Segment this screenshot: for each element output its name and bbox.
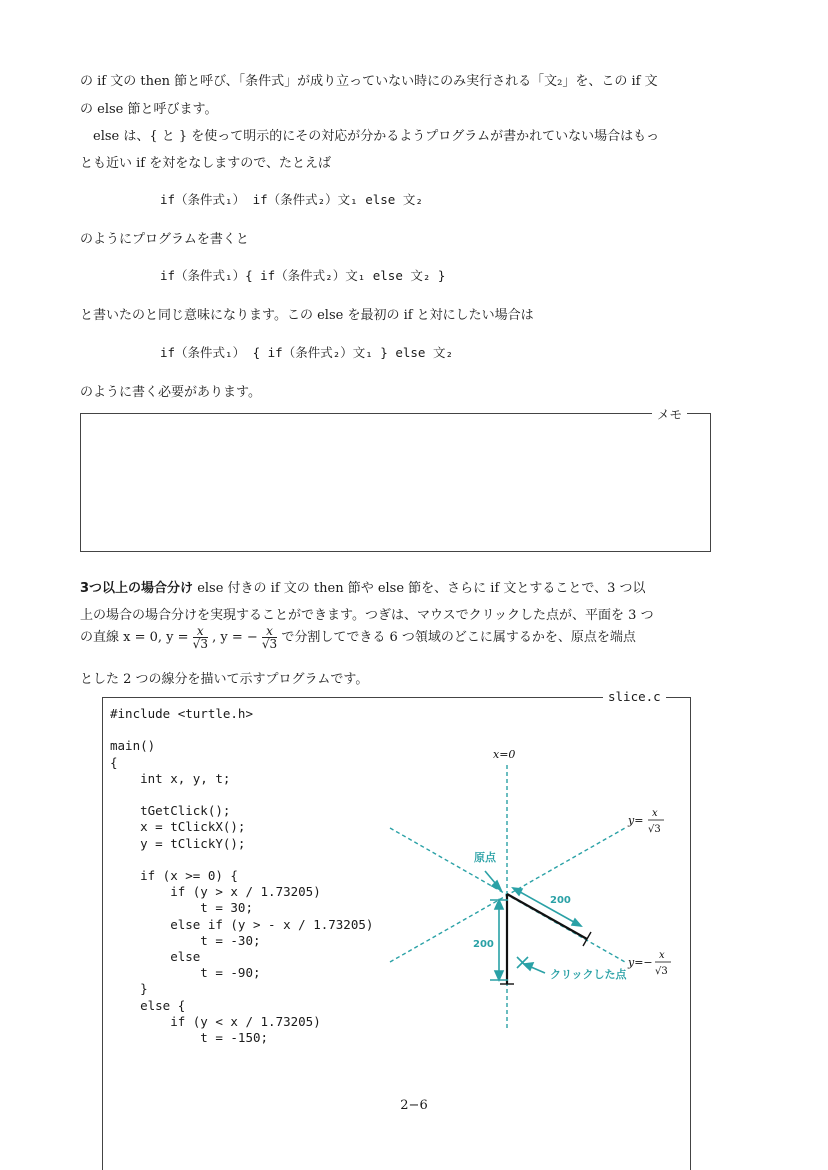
svg-text:√3: √3	[648, 824, 661, 835]
slice-diagram	[380, 740, 680, 1040]
section-line1	[80, 577, 646, 596]
section-text-3b: で分割してできる 6 つ領域のどこに属するかを、原点を端点	[281, 630, 636, 645]
svg-text:x: x	[652, 808, 658, 819]
example-1: if（条件式₁） if（条件式₂）文₁ else 文₂	[160, 192, 423, 207]
section-text-1: else 付きの if 文の then 節や else 節を、さらに if 文とすることで、3 つ以	[197, 581, 646, 596]
source-code: #include <turtle.h> main() { int x, y, t; tGetClick(); x = tClickX(); y = tClickY(); if (x >= 0) { if (y > x / 1.73205) t = 30; else if (y > - x / 1.73205) t = -30; else t = -90; } else { if (y < x / 1.73205) t = -150;	[110, 706, 374, 1046]
svg-text:x: x	[659, 950, 665, 961]
para3: のようにプログラムを書くと	[80, 232, 249, 247]
para2-line1: else は、{ と } を使って明示的にその対応が分かるようプログラムが書かれていない場合はもっ	[80, 129, 660, 144]
section-line4: とした 2 つの線分を描いて示すプログラムです。	[80, 672, 369, 687]
example-2: if（条件式₁）{ if（条件式₂）文₁ else 文₂ }	[160, 268, 446, 283]
section-line2: 上の場合の場合分けを実現することができます。つぎは、マウスでクリックした点が、平面を 3 つ	[80, 608, 654, 623]
label-click-point: クリックした点	[550, 968, 627, 981]
section-heading: 3つ以上の場合分け	[80, 581, 194, 596]
label-y-neg: y=−	[628, 956, 653, 969]
para4: と書いたのと同じ意味になります。この else を最初の if と対にしたい場合は	[80, 308, 534, 323]
page-number: 2−6	[400, 1098, 428, 1113]
section-line3	[80, 625, 636, 650]
para5: のように書く必要があります。	[80, 385, 261, 400]
fraction-x-over-sqrt3: $\frac{x}{√3}$	[192, 624, 208, 651]
segment-right	[507, 894, 587, 939]
label-length-a: 200	[550, 895, 571, 906]
memo-label: メモ	[652, 405, 687, 423]
example-3: if（条件式₁） { if（条件式₂）文₁ } else 文₂	[160, 345, 453, 360]
svg-text:√3: √3	[655, 966, 668, 977]
fraction-x-over-sqrt3-neg: $\frac{x}{√3}$	[261, 624, 278, 651]
para1-line2: の else 節と呼びます。	[80, 102, 218, 117]
para1-line1: の if 文の then 節と呼び、「条件式」が成り立っていない時にのみ実行される「文₂」を、この if 文	[80, 74, 658, 89]
label-origin: 原点	[474, 851, 496, 864]
label-x0: x=0	[493, 748, 516, 761]
section-text-3mid: , y = −	[212, 630, 258, 645]
memo-box[interactable]	[80, 413, 711, 552]
para2-line2: とも近い if を対をなしますので、たとえば	[80, 156, 331, 171]
section-text-3a: の直線 x = 0, y =	[80, 630, 193, 645]
label-length-b: 200	[473, 939, 494, 950]
code-filename: slice.c	[603, 689, 666, 704]
label-y-pos: y=	[628, 814, 644, 827]
